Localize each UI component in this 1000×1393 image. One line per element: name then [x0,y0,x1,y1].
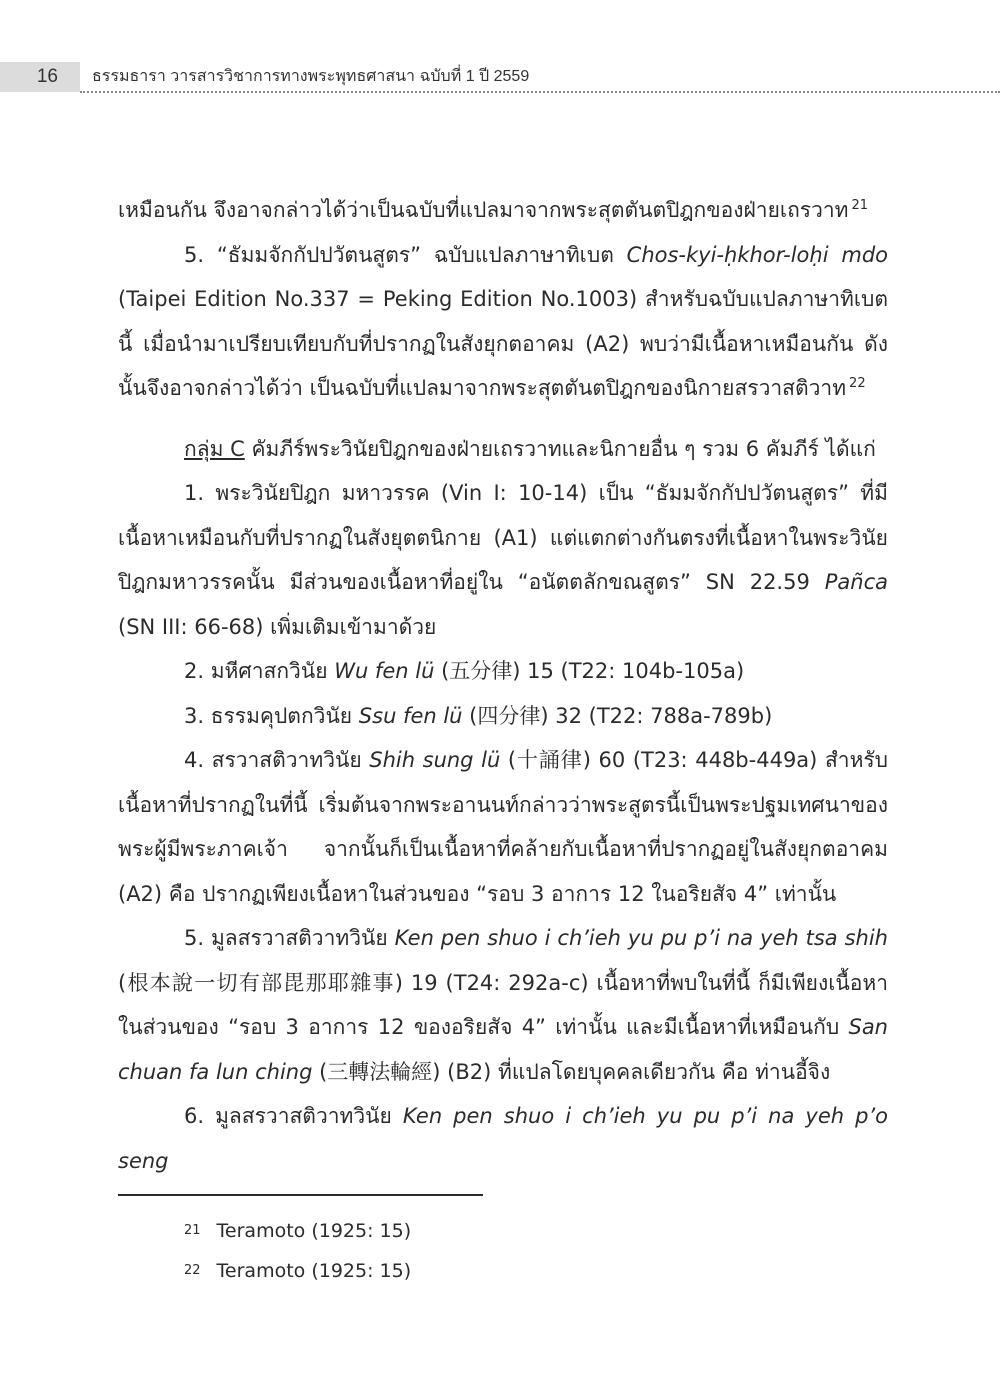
paragraph-item-2: 2. มหีศาสกวินัย Wu fen lü (五分律) 15 (T22: 104b-105a) [184,659,745,683]
header-dotted-rule [80,91,1000,93]
footnotes [184,1216,411,1296]
paragraph-continuation: เหมือนกัน จึงอาจกล่าวได้ว่าเป็นฉบับที่แปลมาจากพระสุตตันตปิฎกของฝ่ายเถรวาท $^{21}$ [118,198,869,222]
paragraph-item-1-vinaya: 1. พระวินัยปิฎก มหาวรรค (Vin I: 10-14) เป็น “ธัมมจักกัปปวัตนสูตร” ที่มี เนื้อหาเหมือนกับที่ปรากฏในสังยุตตนิกาย (A1) แต่แตกต่างกันตรงที่เนื้อหาในพระวินัยปิฎกมหาวรรคนั้น มีส่วนของเนื้อหาที่อยู่ใน “อนัตตลักขณสูตร” SN 22.59 Pañca (SN III: 66-68) เพิ่มเติมเข้ามาด้วย [118,481,888,639]
group-c-label: กลุ่ม C [184,436,245,461]
body-text [118,188,888,1183]
paragraph-item-4: 4. สรวาสติวาทวินัย Shih sung lü (十誦律) 60 (T23: 448b-449a) สำหรับเนื้อหาที่ปรากฏในที่นี้ เริ่มต้นจากพระอานนท์กล่าวว่าพระสูตรนี้เป็นพระปฐมเทศนาของพระผู้มีพระภาคเจ้า จากนั้นก็เป็นเนื้อหาที่คล้ายกับเนื้อหาที่ปรากฏอยู่ในสังยุกตอาคม (A2) คือ ปรากฏเพียงเนื้อหาในส่วนของ “รอบ 3 อาการ 12 ในอริยสัจ 4” เท่านั้น [118,748,889,906]
footnote: $^{21}$ Teramoto (1925: 15) [184,1220,412,1242]
paragraph-item-5-vinaya: 5. มูลสรวาสติวาทวินัย Ken pen shuo i ch’ieh yu pu p’i na yeh tsa shih (根本說一切有部毘那耶雜事) 19 (T24: 292a-c) เนื้อหาที่พบในที่นี้ ก็มีเพียงเนื้อหาในส่วนของ “รอบ 3 อาการ 12 ของอริยสัจ 4” เท่านั้น และมีเนื้อหาที่เหมือนกับ San chuan fa lun ching (三轉法輪經) (B2) ที่แปลโดยบุคคลเดียวกัน คือ ท่านอี้จิง [118,926,888,1084]
paragraph-item-6: 6. มูลสรวาสติวาทวินัย Ken pen shuo i ch’ieh yu pu p’i na yeh p’o seng [118,1104,888,1173]
footnote-ref-22: 22 [849,376,866,391]
footnote-ref-21: 21 [851,198,869,213]
footnote: $^{22}$ Teramoto (1925: 15) [184,1260,412,1282]
paragraph-item-5-tibetan: 5. “ธัมมจักกัปปวัตนสูตร” ฉบับแปลภาษาทิเบต Chos-kyi-ḥkhor-loḥi mdo (Taipei Edition No.337 = Peking Edition No.1003) สำหรับฉบับแปลภาษาทิเบตนี้ เมื่อนำมาเปรียบเทียบกับที่ปรากฏในสังยุกตอาคม (A2) พบว่ามีเนื้อหาเหมือนกัน ดังนั้นจึงอาจกล่าวได้ว่า เป็นฉบับที่แปลมาจากพระสุตตันตปิฎกของนิกายสรวาสติวาท $^{22}$ [118,242,888,400]
paragraph-item-3: 3. ธรรมคุปตกวินัย Ssu fen lü (四分律) 32 (T22: 788a-789b) [184,703,773,728]
page-number: 16 [0,62,80,92]
running-header: ธรรมธารา วารสารวิชาการทางพระพุทธศาสนา ฉบับที่ 1 ปี 2559 [92,68,530,85]
paragraph-group-c: กลุ่ม C คัมภีร์พระวินัยปิฎกของฝ่ายเถรวาทและนิกายอื่น ๆ รวม 6 คัมภีร์ ได้แก่ [184,436,876,461]
footnote-rule [118,1194,483,1196]
